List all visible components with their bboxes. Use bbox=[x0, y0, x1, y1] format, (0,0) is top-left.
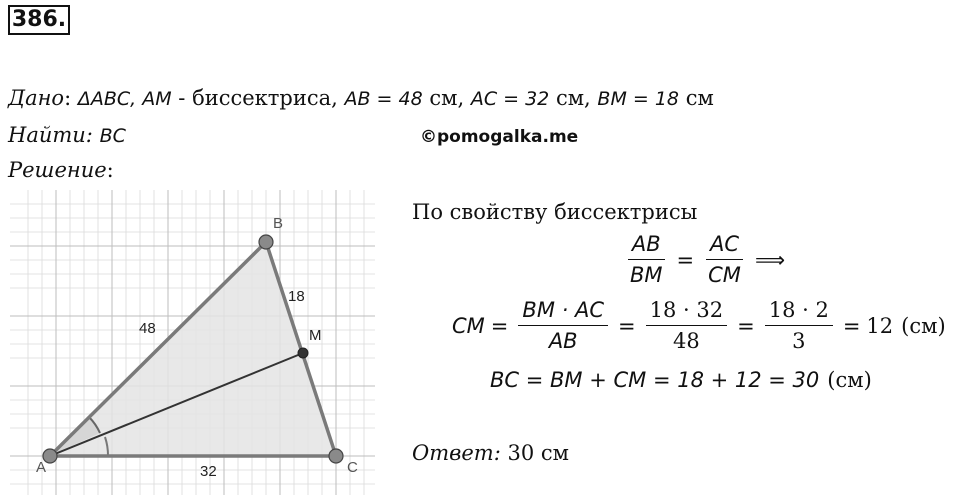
point-b bbox=[259, 235, 273, 249]
point-m bbox=[298, 348, 308, 358]
watermark: ©pomogalka.me bbox=[420, 127, 579, 147]
frac-num: BM · AC bbox=[518, 298, 608, 326]
fraction-ab-bm bbox=[626, 232, 667, 287]
implies-sign: ⟹ bbox=[754, 247, 786, 272]
fraction-bm-ac-over-ab bbox=[518, 298, 608, 353]
given-ab: AB = 48 bbox=[344, 88, 423, 110]
given-triangle: ΔABC, AM bbox=[77, 88, 172, 110]
find-line bbox=[8, 123, 126, 147]
label-ac: 32 bbox=[200, 463, 217, 480]
given-colon: : bbox=[64, 86, 72, 110]
given-unit-3: см bbox=[679, 86, 714, 110]
frac-num: 18 · 32 bbox=[646, 298, 727, 326]
frac-den: CM bbox=[708, 263, 741, 288]
given-unit-2: см, bbox=[549, 86, 598, 110]
frac-den: 48 bbox=[672, 329, 700, 354]
frac-den: BM bbox=[630, 263, 663, 288]
cm-result: 12 bbox=[866, 313, 894, 338]
frac-num: 18 · 2 bbox=[765, 298, 833, 326]
solution-label: Решение bbox=[8, 158, 107, 182]
equals-sign: = bbox=[676, 247, 695, 272]
bc-expression: BC = BM + CM = 18 + 12 = 30 bbox=[490, 368, 820, 392]
equals-sign: = bbox=[737, 313, 755, 338]
triangle-figure bbox=[10, 190, 375, 495]
bc-calculation-row bbox=[490, 368, 872, 392]
answer-value: 30 см bbox=[507, 441, 569, 465]
given-bm: BM = 18 bbox=[597, 88, 680, 110]
given-unit-1: см, bbox=[422, 86, 471, 110]
label-c: C bbox=[347, 459, 358, 476]
find-target: BC bbox=[99, 125, 126, 147]
label-bm: 18 bbox=[288, 288, 305, 305]
given-ac: AC = 32 bbox=[470, 88, 550, 110]
problem-number: 386. bbox=[8, 5, 70, 35]
fraction-ac-cm bbox=[704, 232, 745, 287]
frac-den: AB bbox=[548, 329, 578, 354]
frac-den: 3 bbox=[792, 329, 806, 354]
label-a: A bbox=[36, 459, 47, 476]
find-label: Найти: bbox=[8, 123, 93, 147]
proportion-row bbox=[622, 232, 791, 287]
label-m: M bbox=[309, 327, 322, 344]
cm-lhs: CM bbox=[452, 313, 485, 338]
label-b: B bbox=[273, 215, 284, 232]
equals-sign: = bbox=[842, 313, 861, 338]
given-bisector-text: - биссектриса, bbox=[171, 86, 345, 110]
bc-unit: (см) bbox=[827, 368, 872, 392]
explanation-text: По свойству биссектрисы bbox=[412, 200, 698, 224]
equals-sign: = bbox=[490, 313, 509, 338]
cm-unit: (см) bbox=[901, 313, 946, 338]
point-c bbox=[329, 449, 343, 463]
equals-sign: = bbox=[618, 313, 636, 338]
frac-num: AB bbox=[628, 232, 665, 260]
fraction-18x32-over-48 bbox=[646, 298, 727, 353]
solution-line bbox=[8, 158, 114, 182]
fraction-18x2-over-3 bbox=[765, 298, 833, 353]
given-line bbox=[8, 86, 714, 110]
solution-colon: : bbox=[106, 158, 114, 182]
answer-label: Ответ: bbox=[412, 441, 501, 465]
frac-num: AC bbox=[706, 232, 743, 260]
given-label: Дано bbox=[8, 86, 65, 110]
cm-calculation-row bbox=[452, 298, 946, 353]
answer-line bbox=[412, 441, 569, 465]
label-ab: 48 bbox=[139, 320, 156, 337]
